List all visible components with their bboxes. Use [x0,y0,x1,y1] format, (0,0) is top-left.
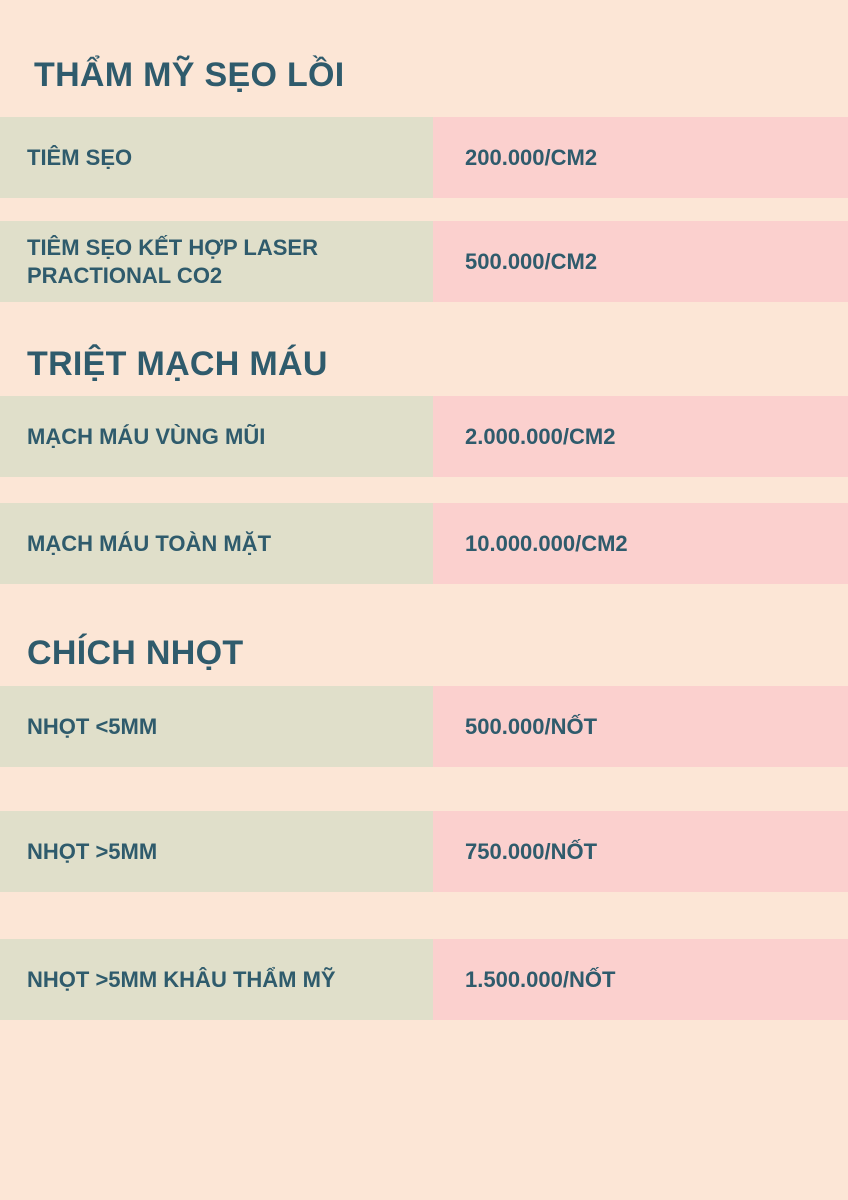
price-row [0,939,848,1020]
service-label: TIÊM SẸO KẾT HỢP LASER PRACTIONAL CO2 [0,221,433,302]
price-row [0,503,848,584]
service-label: MẠCH MÁU TOÀN MẶT [0,503,433,584]
service-label: NHỌT >5MM KHÂU THẨM MỸ [0,939,433,1020]
service-price: 750.000/NỐT [433,811,848,892]
service-price: 1.500.000/NỐT [433,939,848,1020]
section-title-scar: THẨM MỸ SẸO LỒI [34,56,345,94]
service-price: 200.000/CM2 [433,117,848,198]
service-label: MẠCH MÁU VÙNG MŨI [0,396,433,477]
price-row [0,811,848,892]
service-price: 500.000/NỐT [433,686,848,767]
service-label: TIÊM SẸO [0,117,433,198]
service-price: 10.000.000/CM2 [433,503,848,584]
price-row [0,117,848,198]
price-row [0,396,848,477]
price-row [0,221,848,302]
service-price: 500.000/CM2 [433,221,848,302]
price-row [0,686,848,767]
service-label: NHỌT <5MM [0,686,433,767]
service-price: 2.000.000/CM2 [433,396,848,477]
section-title-boil: CHÍCH NHỌT [27,634,244,672]
section-title-vascular: TRIỆT MẠCH MÁU [27,345,328,383]
service-label: NHỌT >5MM [0,811,433,892]
